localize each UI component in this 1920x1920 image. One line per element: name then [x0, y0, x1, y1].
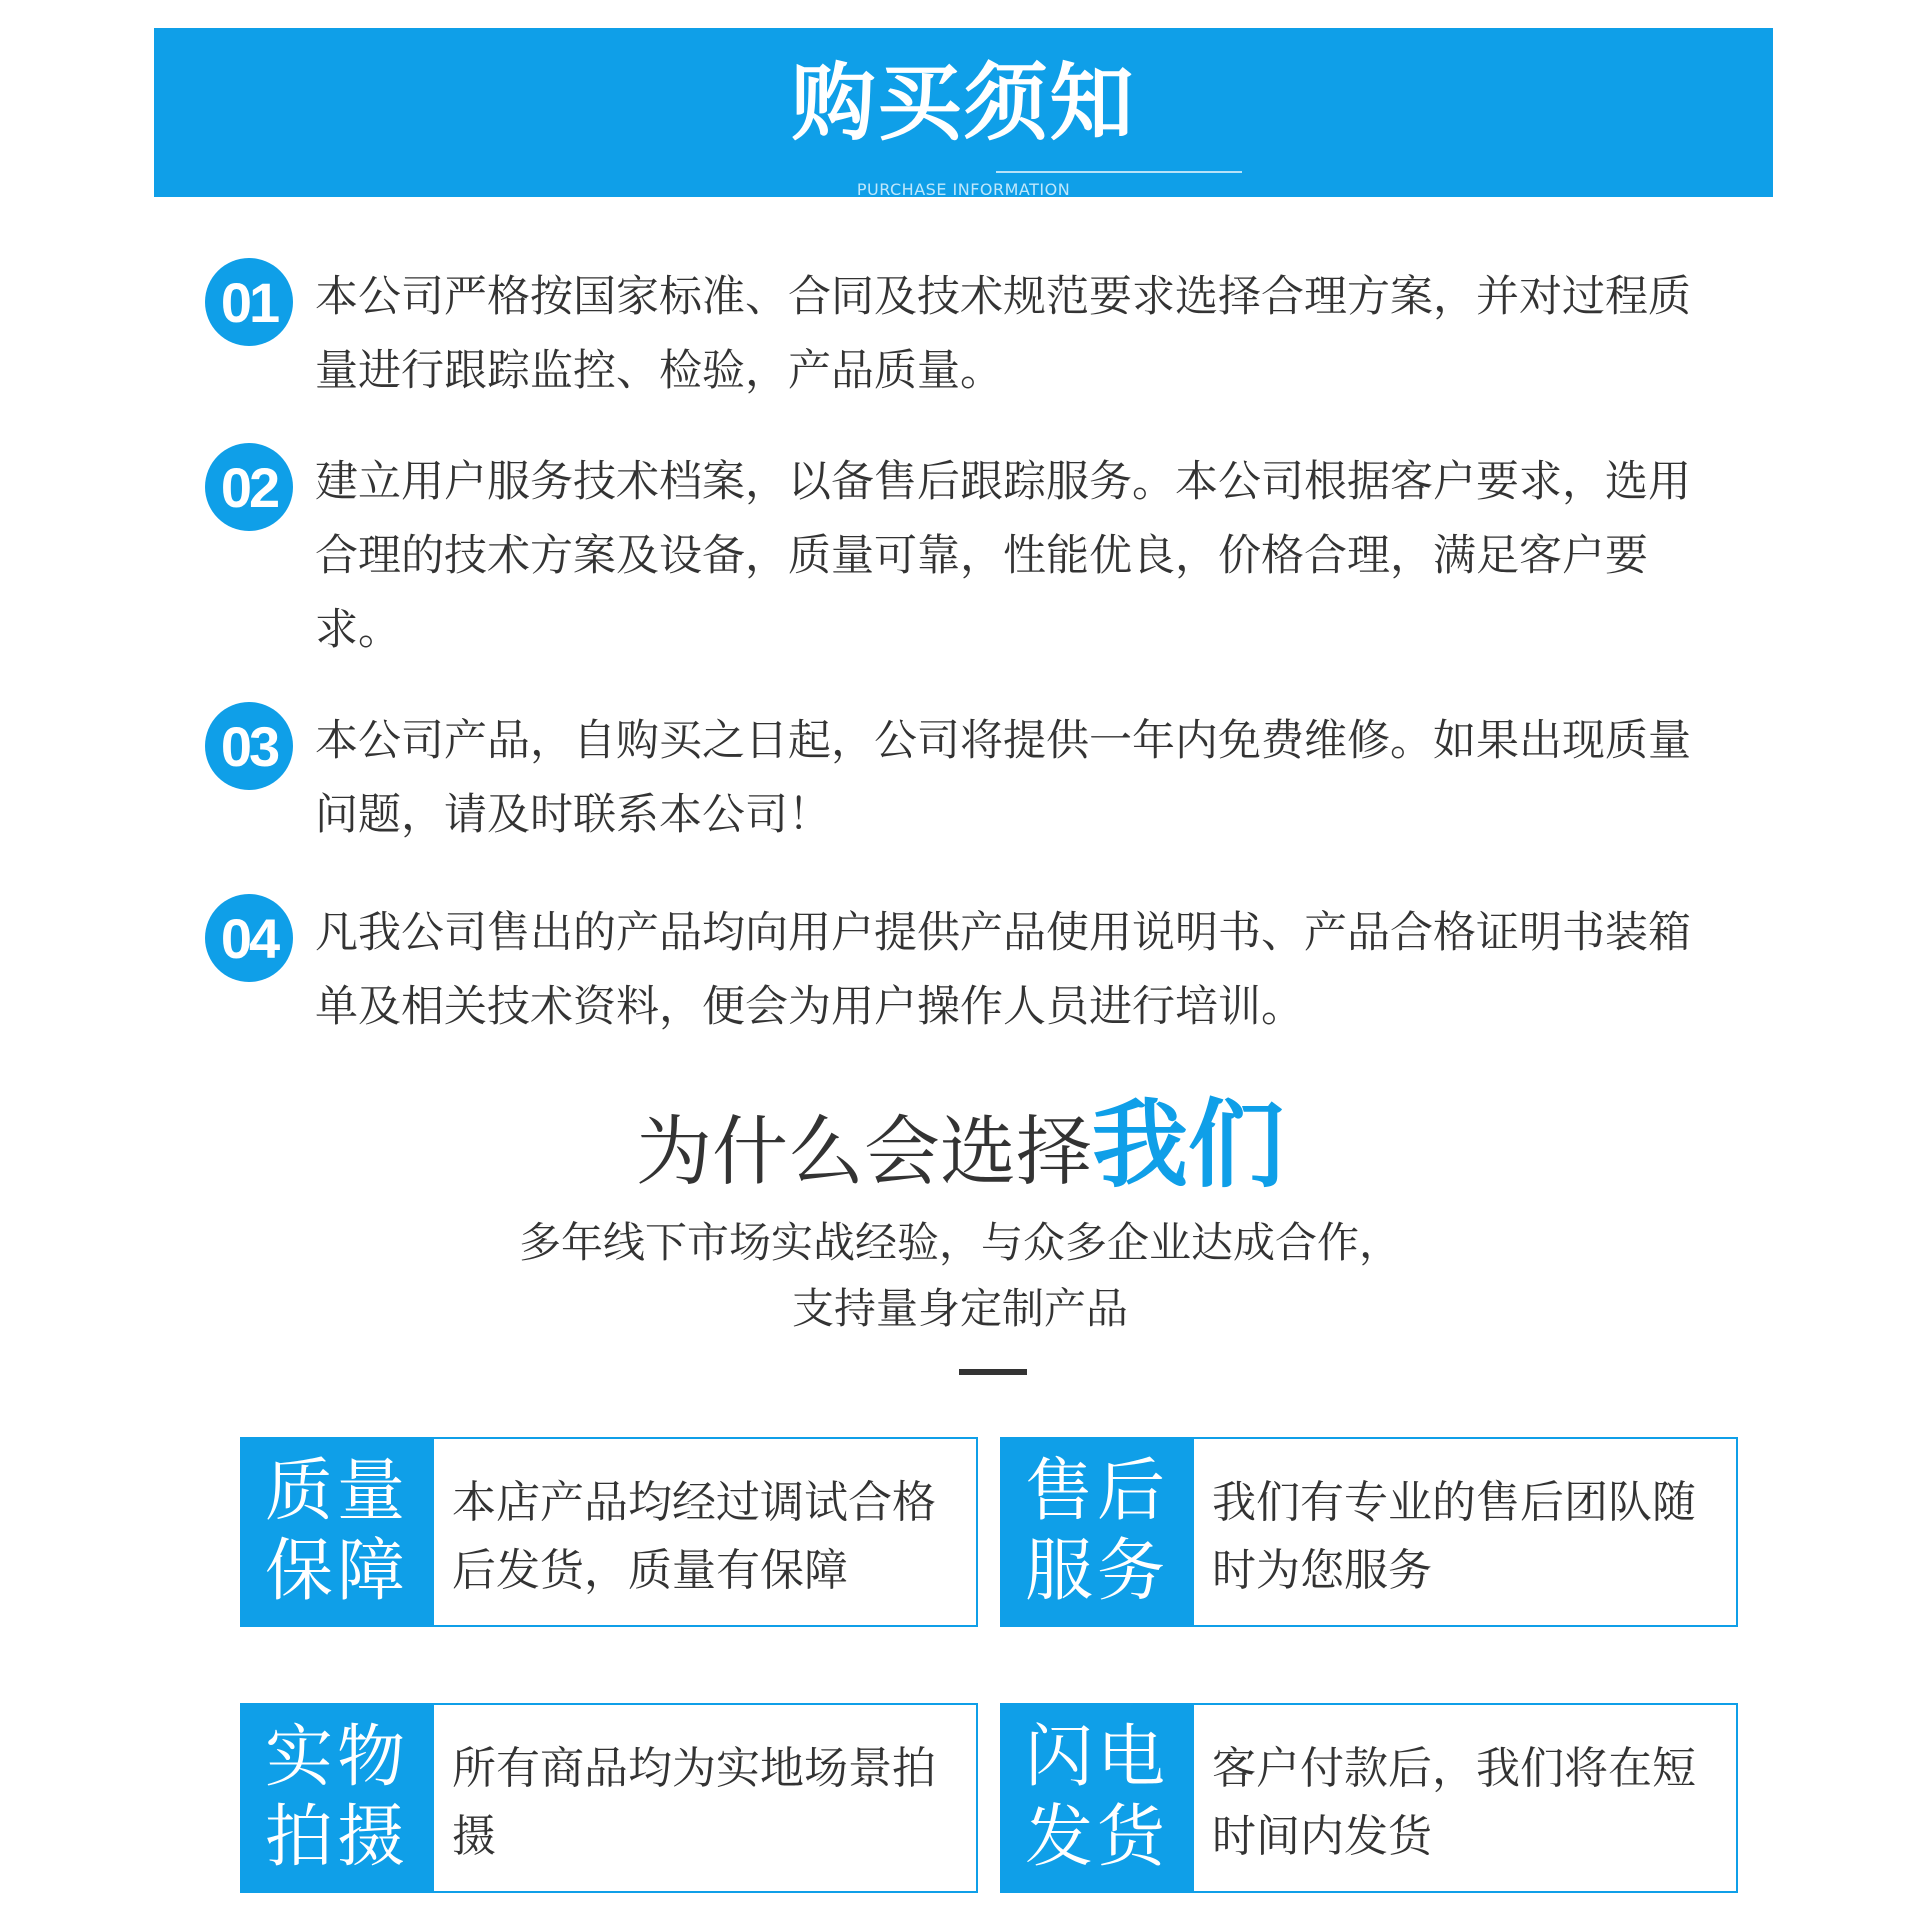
- why-desc-line2: 支持量身定制产品: [791, 1284, 1128, 1333]
- banner-divider: [996, 171, 1242, 173]
- feature-label-line1: 质量: [264, 1452, 409, 1531]
- notice-text: 本公司严格按国家标准、合同及技术规范要求选择合理方案，并对过程质量进行跟踪监控、检验，产品质量。: [315, 272, 1691, 396]
- number-badge: [205, 258, 293, 346]
- number-badge: [205, 443, 293, 531]
- number-badge: [205, 894, 293, 982]
- banner-subtitle: PURCHASE INFORMATION: [856, 180, 1071, 199]
- feature-card-fast-shipping: [1000, 1703, 1738, 1893]
- why-choose-us-title: [0, 1089, 1920, 1202]
- number-badge: [205, 702, 293, 790]
- feature-description: 本店产品均经过调试合格后发货，质量有保障: [452, 1477, 936, 1596]
- number-badge-text: 04: [220, 906, 278, 970]
- notice-text: 本公司产品，自购买之日起，公司将提供一年内免费维修。如果出现质量问题，请及时联系本公司！: [315, 716, 1691, 840]
- feature-description: 客户付款后，我们将在短时间内发货: [1212, 1743, 1696, 1862]
- feature-label-line1: 售后: [1024, 1452, 1169, 1531]
- feature-label-line2: 发货: [1024, 1798, 1169, 1877]
- number-badge-text: 01: [220, 270, 278, 334]
- section-divider: [959, 1369, 1027, 1375]
- feature-label-line2: 保障: [264, 1532, 409, 1611]
- feature-label-line1: 实物: [264, 1718, 409, 1797]
- notice-text: 凡我公司售出的产品均向用户提供产品使用说明书、产品合格证明书装箱单及相关技术资料，便会为用户操作人员进行培训。: [315, 908, 1691, 1032]
- feature-description: 所有商品均为实地场景拍摄: [452, 1743, 936, 1862]
- feature-label: [240, 1703, 434, 1893]
- feature-label: [240, 1437, 434, 1627]
- notice-text: 建立用户服务技术档案，以备售后跟踪服务。本公司根据客户要求，选用合理的技术方案及设备，质量可靠，性能优良，价格合理，满足客户要求。: [315, 457, 1691, 655]
- feature-label-line2: 服务: [1024, 1532, 1169, 1611]
- banner-title: 购买须知: [791, 54, 1136, 152]
- feature-card-real-photos: [240, 1703, 978, 1893]
- feature-label: [1000, 1703, 1194, 1893]
- purchase-info-banner: [154, 28, 1773, 197]
- feature-card-quality: [240, 1437, 978, 1627]
- feature-label-line1: 闪电: [1024, 1718, 1169, 1797]
- feature-label-line2: 拍摄: [264, 1798, 409, 1877]
- number-badge-text: 02: [220, 455, 278, 519]
- why-title-highlight: 我们: [1092, 1089, 1284, 1201]
- feature-label: [1000, 1437, 1194, 1627]
- feature-description: 我们有专业的售后团队随时为您服务: [1212, 1477, 1696, 1596]
- feature-card-after-sales: [1000, 1437, 1738, 1627]
- why-title-plain: 为什么会选择: [636, 1107, 1092, 1196]
- why-desc-line1: 多年线下市场实战经验，与众多企业达成合作，: [518, 1218, 1401, 1267]
- number-badge-text: 03: [220, 714, 278, 778]
- why-choose-us-description: [0, 1210, 1920, 1342]
